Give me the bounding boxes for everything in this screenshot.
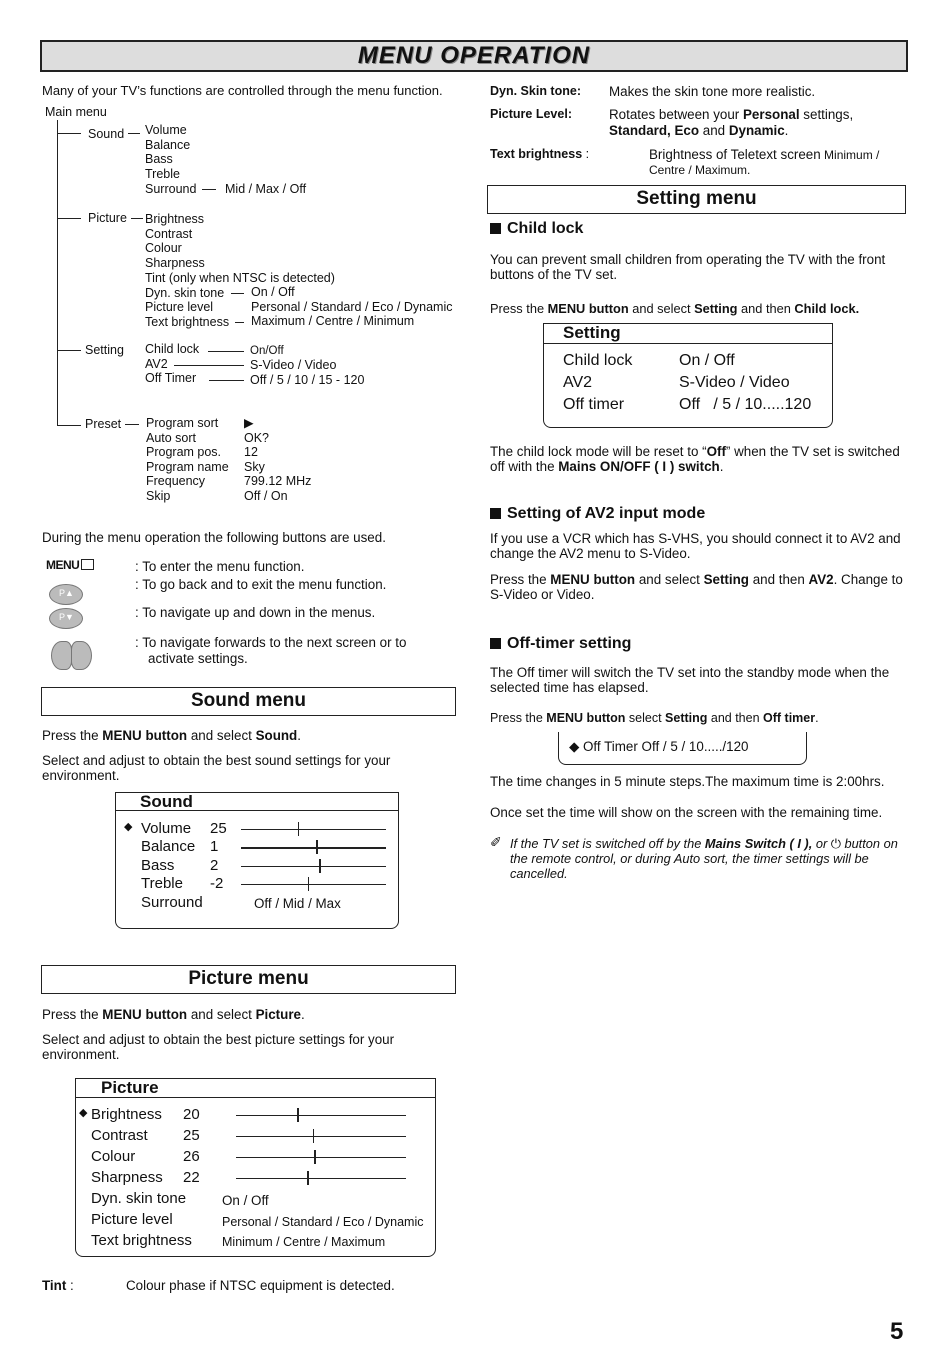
picture-press-instruction: Press the MENU button and select Picture. bbox=[42, 1007, 305, 1022]
tree-connector bbox=[131, 218, 143, 219]
sound-row-value: 25 bbox=[210, 820, 227, 837]
sound-row-slider-thumb bbox=[316, 840, 318, 854]
picture-row-slider-track bbox=[236, 1115, 406, 1116]
picture-level-label: Picture level bbox=[91, 1211, 173, 1228]
picture-dyn-opts: On / Off bbox=[222, 1193, 269, 1208]
setting-osd-label: Child lock bbox=[563, 352, 633, 369]
picture-row-value: 26 bbox=[183, 1148, 200, 1165]
def-dyn-label: Dyn. Skin tone: bbox=[490, 84, 581, 98]
sound-press-instruction: Press the MENU button and select Sound. bbox=[42, 728, 301, 743]
tree-picture-item: Text brightness bbox=[145, 314, 230, 329]
picture-dyn-label: Dyn. skin tone bbox=[91, 1190, 187, 1207]
picture-adjust-text: Select and adjust to obtain the best picture settings for your environment. bbox=[42, 1032, 395, 1062]
setting-osd-title: Setting bbox=[563, 323, 621, 342]
child-lock-reset-text: The child lock mode will be reset to “Off” when the TV set is switched off with the Mains ON/OFF ( I ) switch. bbox=[490, 444, 900, 474]
picture-row-label: Contrast bbox=[91, 1127, 148, 1144]
tree-preset-value: ▶ bbox=[244, 416, 254, 430]
left-button-icon bbox=[51, 641, 72, 670]
sound-osd-title: Sound bbox=[140, 792, 193, 811]
tree-picture-item: Dyn. skin tone bbox=[145, 285, 225, 300]
tree-branch-preset bbox=[57, 425, 81, 426]
p-up-button-icon bbox=[49, 584, 83, 605]
tree-setting-option: Off / 5 / 10 / 15 - 120 bbox=[250, 373, 365, 387]
av2-press: Press the MENU button and select Setting and then AV2. Change to S-Video or Video. bbox=[490, 572, 903, 602]
picture-row-slider-thumb bbox=[314, 1150, 316, 1164]
tree-picture-item: Colour bbox=[145, 241, 182, 256]
picture-row-value: 22 bbox=[183, 1169, 200, 1186]
p-down-button-icon bbox=[49, 608, 83, 629]
setting-osd-value: Off / 5 / 10.....120 bbox=[679, 396, 812, 413]
child-lock-press: Press the MENU button and select Setting and then Child lock. bbox=[490, 301, 860, 316]
power-icon: ⏻ bbox=[830, 836, 841, 851]
tree-connector bbox=[209, 380, 244, 381]
tree-setting-option: On/Off bbox=[250, 345, 284, 357]
off-timer-steps: The time changes in 5 minute steps.The maximum time is 2:00hrs. bbox=[490, 774, 885, 789]
tree-preset-item: Program pos. bbox=[146, 445, 222, 460]
picture-row-slider-thumb bbox=[313, 1129, 315, 1143]
picture-row-slider-track bbox=[236, 1136, 406, 1137]
picture-row-label: Colour bbox=[91, 1148, 136, 1165]
tree-preset-value: 12 bbox=[244, 445, 258, 460]
tree-preset-value: OK? bbox=[244, 430, 270, 445]
sound-row-slider-thumb bbox=[308, 877, 310, 891]
picture-row-slider-track bbox=[236, 1178, 406, 1179]
def-level-desc-2: Standard, Eco and Dynamic. bbox=[609, 123, 789, 138]
bullet-square-icon bbox=[490, 508, 501, 519]
def-dyn-desc: Makes the skin tone more realistic. bbox=[609, 84, 816, 99]
tree-connector bbox=[174, 365, 244, 366]
tree-picture-item: Tint (only when NTSC is detected) bbox=[145, 270, 335, 285]
tree-picture-item: Brightness bbox=[145, 212, 205, 226]
def-level-desc-1: Rotates between your Personal settings, bbox=[609, 107, 854, 122]
setting-osd-label: AV2 bbox=[563, 374, 593, 391]
picture-row-slider-track bbox=[236, 1157, 406, 1158]
selection-bullet-icon: ◆ bbox=[79, 1107, 88, 1119]
picture-row-slider-thumb bbox=[307, 1171, 309, 1185]
tree-trunk bbox=[57, 120, 58, 425]
tree-main-label: Main menu bbox=[45, 105, 107, 119]
tree-preset-item: Auto sort bbox=[146, 430, 197, 445]
updown-desc: : To navigate up and down in the menus. bbox=[135, 605, 376, 620]
off-timer-heading: Off-timer setting bbox=[490, 635, 631, 653]
menu-desc-1: : To enter the menu function. bbox=[135, 559, 305, 574]
picture-row-slider-thumb bbox=[297, 1108, 299, 1122]
picture-osd-title: Picture bbox=[101, 1078, 159, 1097]
sound-row-value: -2 bbox=[210, 874, 224, 892]
tree-connector bbox=[235, 322, 244, 323]
lr-desc-2: activate settings. bbox=[148, 651, 248, 666]
sound-row-label: Treble bbox=[141, 874, 183, 892]
picture-row-label: Brightness bbox=[91, 1106, 162, 1123]
off-timer-note: If the TV set is switched off by the Mains Switch ( I ), or ⏻ button on the remote control, or during Auto sort, the timer settings will be cancelled. bbox=[510, 836, 898, 881]
p-up-text: P▲ bbox=[59, 588, 74, 598]
sound-row-label: Bass bbox=[141, 856, 175, 874]
osd-divider bbox=[543, 343, 833, 344]
selection-bullet-icon: ◆ bbox=[124, 821, 133, 833]
av2-text: If you use a VCR which has S-VHS, you should connect it to AV2 and change the AV2 menu to S-Video. bbox=[490, 531, 901, 561]
picture-row-value: 20 bbox=[183, 1106, 200, 1123]
def-textb-label: Text brightness : bbox=[490, 147, 590, 161]
tree-sound: Sound bbox=[88, 127, 125, 141]
picture-row-label: Sharpness bbox=[91, 1169, 163, 1186]
tree-preset-value: Sky bbox=[244, 459, 265, 474]
def-level-label: Picture Level: bbox=[490, 107, 572, 121]
sound-row-value: 1 bbox=[210, 838, 219, 856]
tree-preset-item: Frequency bbox=[146, 474, 206, 489]
tree-preset-value: Off / On bbox=[244, 489, 288, 503]
sound-surround-opts: Off / Mid / Max bbox=[254, 896, 341, 911]
page-title-bar bbox=[40, 40, 908, 72]
lr-desc-1: : To navigate forwards to the next screen or to bbox=[135, 635, 407, 650]
tree-picture-item: Picture level bbox=[145, 300, 214, 315]
tree-setting: Setting bbox=[85, 343, 124, 357]
buttons-intro: During the menu operation the following buttons are used. bbox=[42, 530, 386, 545]
tint-label: Tint : bbox=[42, 1278, 74, 1293]
tree-connector bbox=[125, 424, 139, 425]
tree-picture-item: Sharpness bbox=[145, 256, 205, 271]
picture-menu-heading: Picture menu bbox=[41, 965, 456, 994]
sound-row-slider-track bbox=[241, 866, 386, 867]
tree-setting-item: Off Timer bbox=[145, 371, 197, 386]
picture-level-opts: Personal / Standard / Eco / Dynamic bbox=[222, 1215, 424, 1229]
picture-osd bbox=[75, 1078, 436, 1257]
note-pencil-icon: ✐ bbox=[490, 834, 502, 850]
menu-icon bbox=[81, 559, 94, 570]
setting-osd-value: On / Off bbox=[679, 352, 735, 369]
tree-branch-sound bbox=[57, 133, 81, 134]
menu-desc-2: : To go back and to exit the menu function. bbox=[135, 577, 387, 592]
picture-textb-opts: Minimum / Centre / Maximum bbox=[222, 1235, 386, 1249]
av2-heading: Setting of AV2 input mode bbox=[490, 505, 705, 523]
sound-row-slider-track bbox=[241, 829, 386, 830]
setting-osd-label: Off timer bbox=[563, 396, 625, 413]
menu-button-text: MENU bbox=[46, 558, 80, 572]
tree-connector bbox=[231, 293, 244, 294]
child-lock-text: You can prevent small children from operating the TV with the front buttons of the TV set. bbox=[490, 252, 886, 282]
tree-level-opts: Personal / Standard / Eco / Dynamic bbox=[251, 300, 453, 314]
tree-picture-item: Contrast bbox=[145, 226, 193, 241]
tree-dyn-opts: On / Off bbox=[251, 285, 295, 299]
sound-row-label: Volume bbox=[141, 820, 192, 837]
tree-preset-item: Program name bbox=[146, 459, 229, 474]
sound-menu-heading: Sound menu bbox=[41, 687, 456, 716]
tree-preset-item: Skip bbox=[146, 489, 171, 503]
tree-surround-opts: Mid / Max / Off bbox=[225, 182, 307, 196]
tree-connector bbox=[208, 351, 244, 352]
setting-menu-heading: Setting menu bbox=[487, 185, 906, 214]
tree-preset-item: Program sort bbox=[146, 416, 219, 430]
sound-row-slider-track bbox=[241, 884, 386, 885]
tint-desc: Colour phase if NTSC equipment is detected. bbox=[126, 1278, 395, 1293]
tree-connector bbox=[202, 189, 216, 190]
tree-setting-item: Child lock bbox=[145, 342, 200, 356]
child-lock-heading: Child lock bbox=[490, 220, 583, 238]
tree-sound-item: Balance bbox=[145, 137, 191, 152]
page-number: 5 bbox=[890, 1318, 904, 1345]
bullet-square-icon bbox=[490, 638, 501, 649]
sound-row-slider-thumb bbox=[298, 822, 300, 836]
tree-textb-opts: Maximum / Centre / Minimum bbox=[251, 314, 415, 328]
sound-row-slider-thumb bbox=[319, 859, 321, 873]
tree-sound-item: Volume bbox=[145, 123, 187, 137]
def-textb-desc-2: Centre / Maximum. bbox=[649, 163, 751, 177]
sound-row-value: 2 bbox=[210, 856, 219, 874]
bullet-square-icon bbox=[490, 223, 501, 234]
def-textb-desc-1: Brightness of Teletext screen Minimum / bbox=[649, 147, 880, 162]
off-timer-remaining: Once set the time will show on the screen with the remaining time. bbox=[490, 805, 883, 820]
menu-button-label bbox=[46, 559, 94, 573]
tree-sound-item: Treble bbox=[145, 167, 180, 182]
sound-row-slider-track bbox=[241, 847, 386, 848]
tree-setting-option: S-Video / Video bbox=[250, 358, 337, 372]
page-title: MENU OPERATION bbox=[357, 42, 591, 69]
right-button-icon bbox=[71, 641, 92, 670]
off-timer-osd-text: ◆ Off Timer Off / 5 / 10...../120 bbox=[569, 739, 749, 754]
setting-osd-value: S-Video / Video bbox=[679, 374, 790, 391]
intro-text: Many of your TV’s functions are controlled through the menu function. bbox=[42, 83, 443, 98]
picture-textb-label: Text brightness bbox=[91, 1232, 192, 1249]
tree-preset: Preset bbox=[85, 417, 122, 431]
off-timer-press: Press the MENU button select Setting and then Off timer. bbox=[490, 711, 819, 725]
p-down-text: P▼ bbox=[59, 612, 74, 622]
tree-sound-item: Bass bbox=[145, 152, 173, 167]
off-timer-text: The Off timer will switch the TV set into the standby mode when the selected time has elapsed. bbox=[490, 665, 890, 695]
sound-adjust-text: Select and adjust to obtain the best sound settings for your environment. bbox=[42, 753, 391, 783]
tree-branch-picture bbox=[57, 218, 81, 219]
tree-sound-item: Surround bbox=[145, 181, 197, 196]
tree-preset-value: 799.12 MHz bbox=[244, 474, 312, 489]
sound-row-label: Balance bbox=[141, 838, 196, 856]
tree-branch-setting bbox=[57, 350, 81, 351]
picture-row-value: 25 bbox=[183, 1127, 200, 1144]
tree-picture: Picture bbox=[88, 211, 127, 225]
sound-surround-label: Surround bbox=[141, 894, 203, 911]
tree-connector bbox=[128, 133, 140, 134]
tree-setting-item: AV2 bbox=[145, 356, 168, 371]
